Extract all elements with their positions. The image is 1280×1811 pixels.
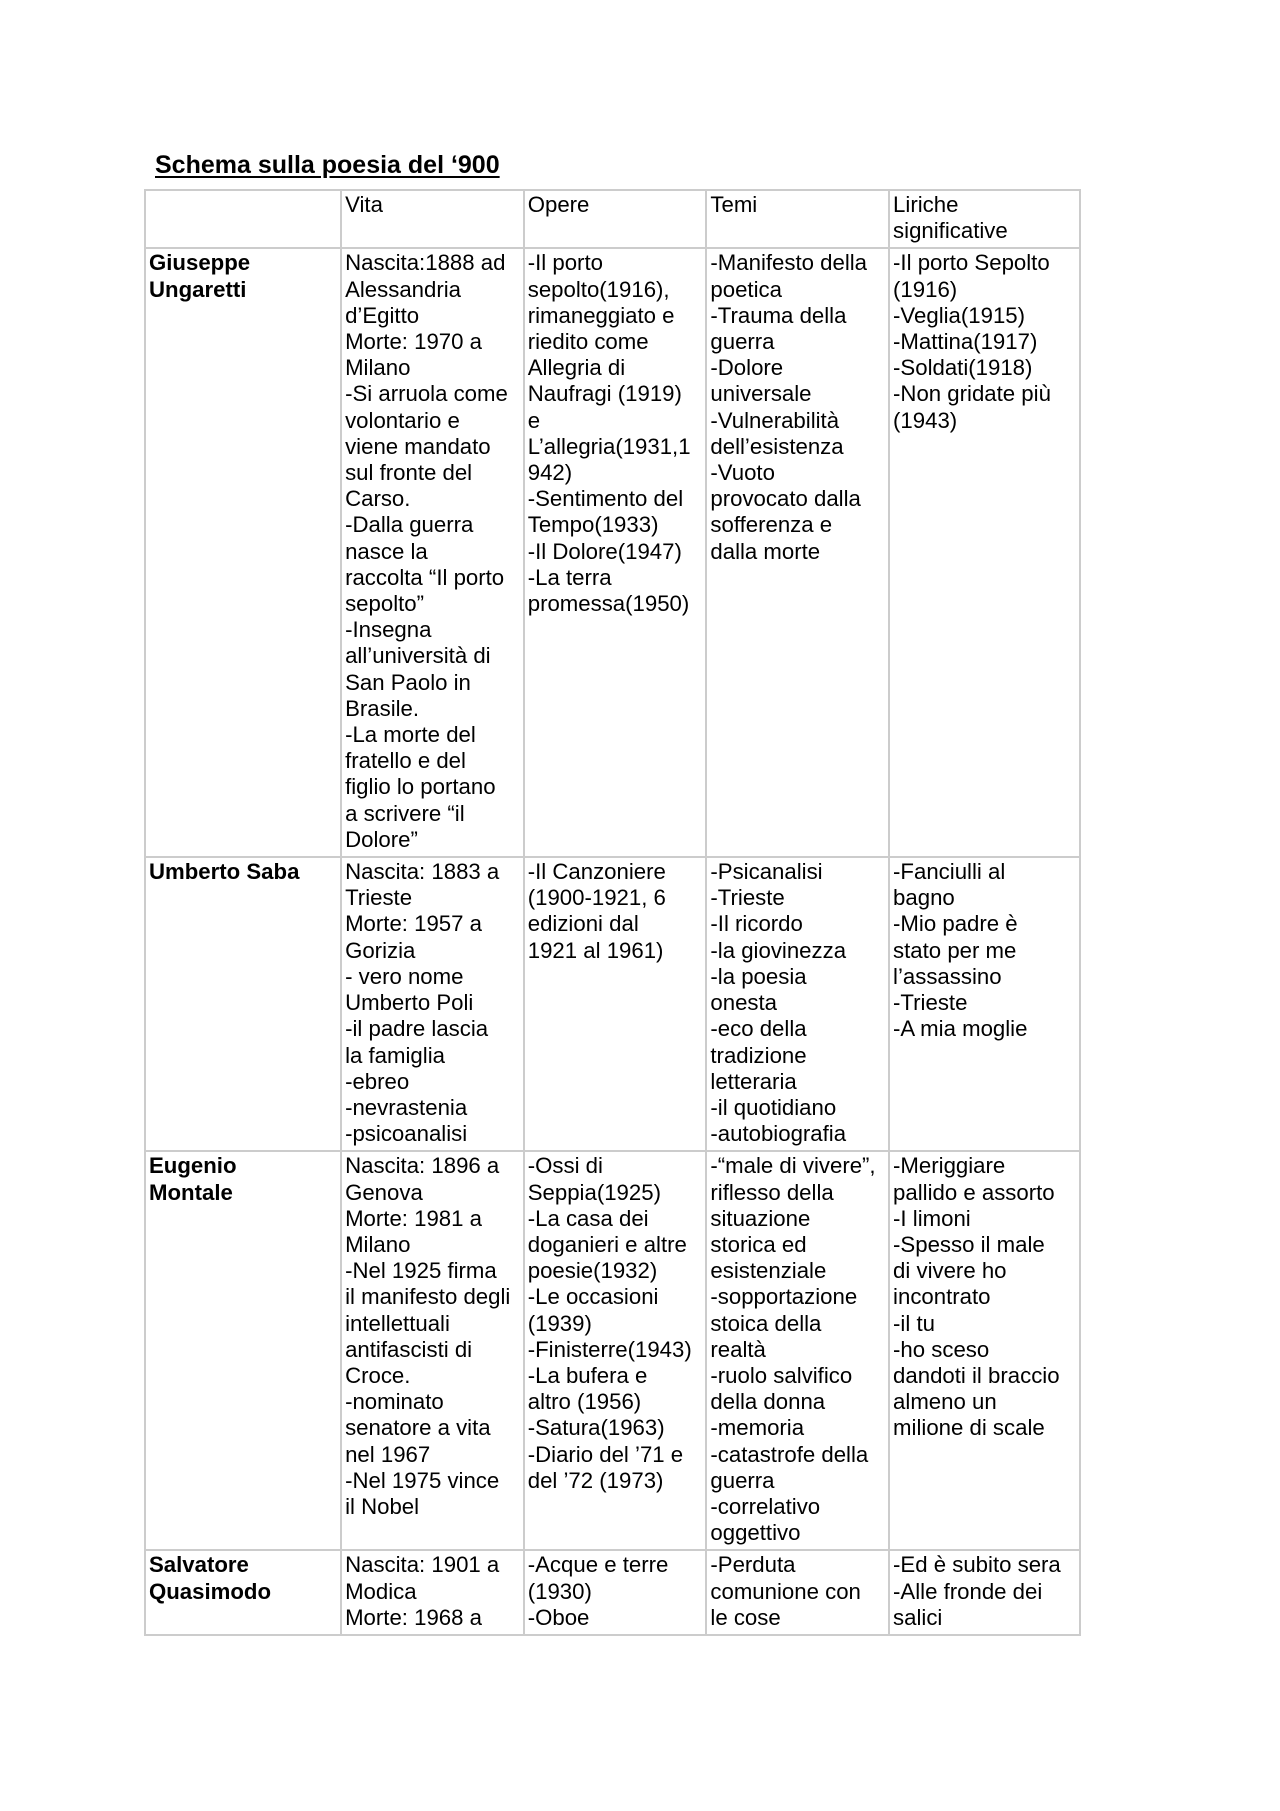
header-cell-vita: Vita — [341, 190, 524, 248]
vita-cell: Nascita:1888 ad Alessandria d’Egitto Morte: 1970 a Milano -Si arruola come volontario e viene mandato sul fronte del Carso. -Dalla guerra nasce la raccolta “Il porto sepolto” -Insegna all’università di San Paolo in Brasile. -La morte del fratello e del figlio lo portano a scrivere “il Dolore” — [341, 248, 524, 857]
liriche-cell: -Meriggiare pallido e assorto -I limoni -Spesso il male di vivere ho incontrato -il tu -ho sceso dandoti il braccio almeno un milione di scale — [889, 1151, 1080, 1550]
vita-cell: Nascita: 1883 a Trieste Morte: 1957 a Gorizia - vero nome Umberto Poli -il padre lascia la famiglia -ebreo -nevrastenia -psicoanalisi — [341, 857, 524, 1151]
author-cell — [145, 1151, 341, 1550]
header-cell-liriche: Liriche significative — [889, 190, 1080, 248]
opere-cell: -Acque e terre (1930) -Oboe — [524, 1550, 707, 1635]
liriche-cell: -Il porto Sepolto (1916) -Veglia(1915) -Mattina(1917) -Soldati(1918) -Non gridate più (1943) — [889, 248, 1080, 857]
author-name: Salvatore Quasimodo — [149, 1552, 272, 1604]
opere-cell: -Ossi di Seppia(1925) -La casa dei doganieri e altre poesie(1932) -Le occasioni (1939) -Finisterre(1943) -La bufera e altro (1956) -Satura(1963) -Diario del ’71 e del ’72 (1973) — [524, 1151, 707, 1550]
author-cell — [145, 248, 341, 857]
vita-cell: Nascita: 1896 a Genova Morte: 1981 a Milano -Nel 1925 firma il manifesto degli intellettuali antifascisti di Croce. -nominato senatore a vita nel 1967 -Nel 1975 vince il Nobel — [341, 1151, 524, 1550]
temi-cell: -Psicanalisi -Trieste -Il ricordo -la giovinezza -la poesia onesta -eco della tradizione letteraria -il quotidiano -autobiografia — [706, 857, 889, 1151]
liriche-cell: -Ed è subito sera -Alle fronde dei salici — [889, 1550, 1080, 1635]
header-cell-temi: Temi — [706, 190, 889, 248]
opere-cell: -Il Canzoniere (1900-1921, 6 edizioni dal 1921 al 1961) — [524, 857, 707, 1151]
temi-cell: -“male di vivere”, riflesso della situazione storica ed esistenziale -sopportazione stoica della realtà -ruolo salvifico della donna -memoria -catastrofe della guerra -correlativo oggettivo — [706, 1151, 889, 1550]
header-cell-opere: Opere — [524, 190, 707, 248]
table-row-montale — [145, 1151, 1080, 1550]
table-row-ungaretti — [145, 248, 1080, 857]
header-cell-empty — [145, 190, 341, 248]
temi-cell: -Manifesto della poetica -Trauma della guerra -Dolore universale -Vulnerabilità dell’esistenza -Vuoto provocato dalla sofferenza e dalla morte — [706, 248, 889, 857]
poetry-schema-table — [144, 189, 1081, 1636]
author-name: Eugenio Montale — [149, 1153, 237, 1205]
temi-cell: -Perduta comunione con le cose — [706, 1550, 889, 1635]
opere-cell: -Il porto sepolto(1916), rimaneggiato e riedito come Allegria di Naufragi (1919) e L’allegria(1931,1 942) -Sentimento del Tempo(1933) -Il Dolore(1947) -La terra promessa(1950) — [524, 248, 707, 857]
author-name: Giuseppe Ungaretti — [149, 250, 251, 302]
table-row-quasimodo — [145, 1550, 1080, 1635]
table-header-row — [145, 190, 1080, 248]
vita-cell: Nascita: 1901 a Modica Morte: 1968 a — [341, 1550, 524, 1635]
table-row-saba — [145, 857, 1080, 1151]
author-cell — [145, 857, 341, 1151]
liriche-cell: -Fanciulli al bagno -Mio padre è stato per me l’assassino -Trieste -A mia moglie — [889, 857, 1080, 1151]
page-title: Schema sulla poesia del ‘900 — [155, 151, 500, 179]
author-name: Umberto Saba — [149, 859, 300, 885]
author-cell — [145, 1550, 341, 1635]
